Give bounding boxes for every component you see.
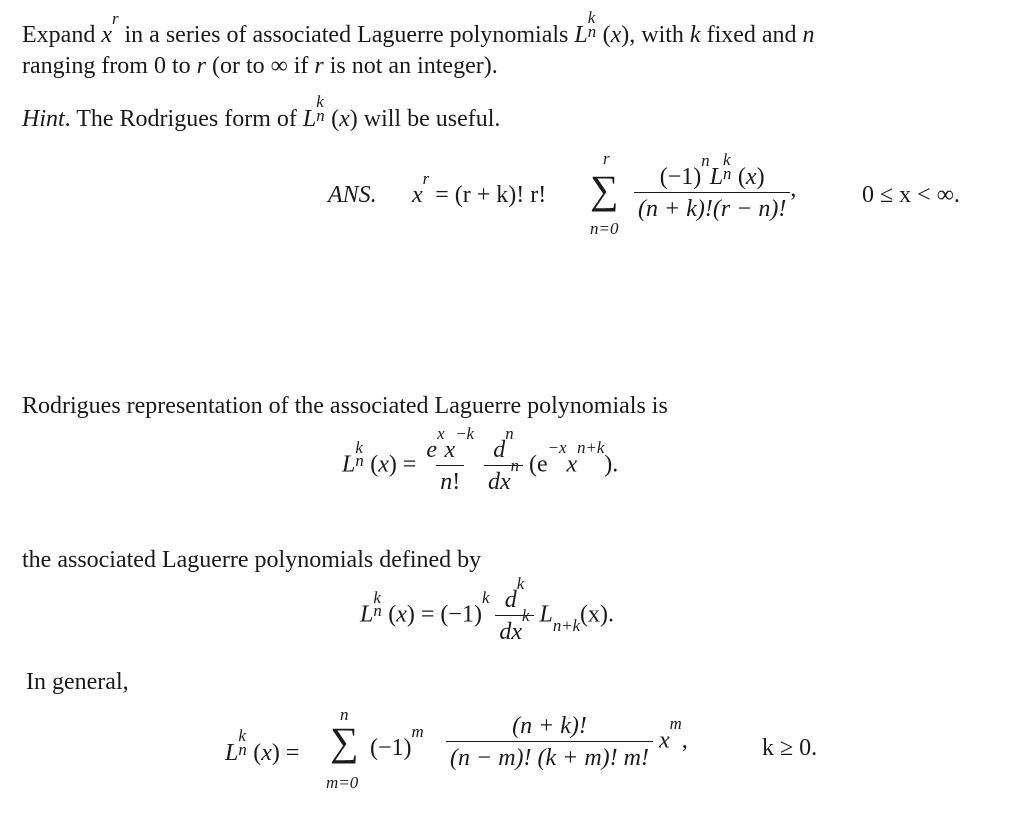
answer-fraction: $(-1)^nL$ k n (x) (n + k)!(r − n)! , [634, 160, 796, 221]
problem-line-2: ranging from 0 to r (or to ∞ if r is not an integer). [22, 53, 498, 79]
rodrigues-paren: (e [529, 451, 548, 478]
general-numer: (n + k)! [512, 713, 587, 739]
answer-lhs-text: = (r + k)! r! [435, 182, 547, 208]
general-condition: k ≥ 0. [762, 735, 818, 761]
definition-eq: L k n $(x) = (-1)^k$ $\frac{d^k}{dx^k}$ $L_{n+k}(x)$. [360, 573, 615, 645]
answer-label [328, 183, 377, 207]
hint-label: Hint [22, 106, 65, 132]
general-lhs: L k n (x) = [225, 726, 300, 766]
general-denom: (n − m)! (k + m)! m! [446, 741, 653, 770]
rodrigues-intro: Rodrigues representation of the associated Laguerre polynomials is [22, 393, 668, 419]
rodrigues-eq: L k n (x) = $\frac{e^xx^{-k}}{n!}$ $\frac{d^n}{dx^n}$ $(e^{-x}x^{n+k})$. [342, 423, 619, 495]
answer-sum-sign: ∑ [590, 167, 619, 212]
definition-tail: (x). [580, 601, 615, 628]
ans-label: ANS. [328, 182, 377, 208]
hint-text: . The Rodrigues form of [64, 106, 297, 132]
answer-numer: (−1) [659, 164, 702, 190]
general-intro: In general, [26, 669, 129, 695]
text-ranging: ranging from 0 to [22, 53, 191, 79]
answer-sum-upper: r [603, 149, 610, 168]
answer-denom: (n + k)!(r − n)! [634, 192, 790, 221]
answer-lhs: $x^r = (r + k)$! r! [412, 168, 547, 208]
text-not-integer: is not an integer). [329, 53, 498, 79]
general-sign: $(-1)^m$ [370, 721, 424, 761]
rodrigues-close: ). [604, 451, 619, 478]
text-series: in a series of associated Laguerre polynomials [124, 22, 569, 48]
text-fixed: fixed and [706, 22, 797, 48]
general-sum-lower: m=0 [326, 773, 359, 792]
general-sum-sign: ∑ [330, 719, 359, 764]
definition-intro: the associated Laguerre polynomials defined by [22, 547, 482, 573]
answer-domain: 0 ≤ x < ∞. [862, 182, 960, 208]
answer-sum-lower: n=0 [590, 219, 619, 238]
general-sum-upper: n [340, 705, 349, 724]
text-expand: Expand [22, 22, 96, 48]
hint-end: will be useful. [363, 106, 501, 132]
text-with: , with [629, 22, 684, 48]
hint-line: Hint. The Rodrigues form of L k n (x) will be useful. [22, 92, 501, 132]
text-or-to-infinity: (or to ∞ if [211, 53, 309, 79]
general-fraction: $\frac{(n + k)!}{(n - m)! (k + m)! m!}$ $x^m$, [446, 714, 688, 770]
problem-line-1: Expand $x^r$ in a series of associated Laguerre polynomials L k n (x), with k fixed and n [22, 8, 815, 48]
